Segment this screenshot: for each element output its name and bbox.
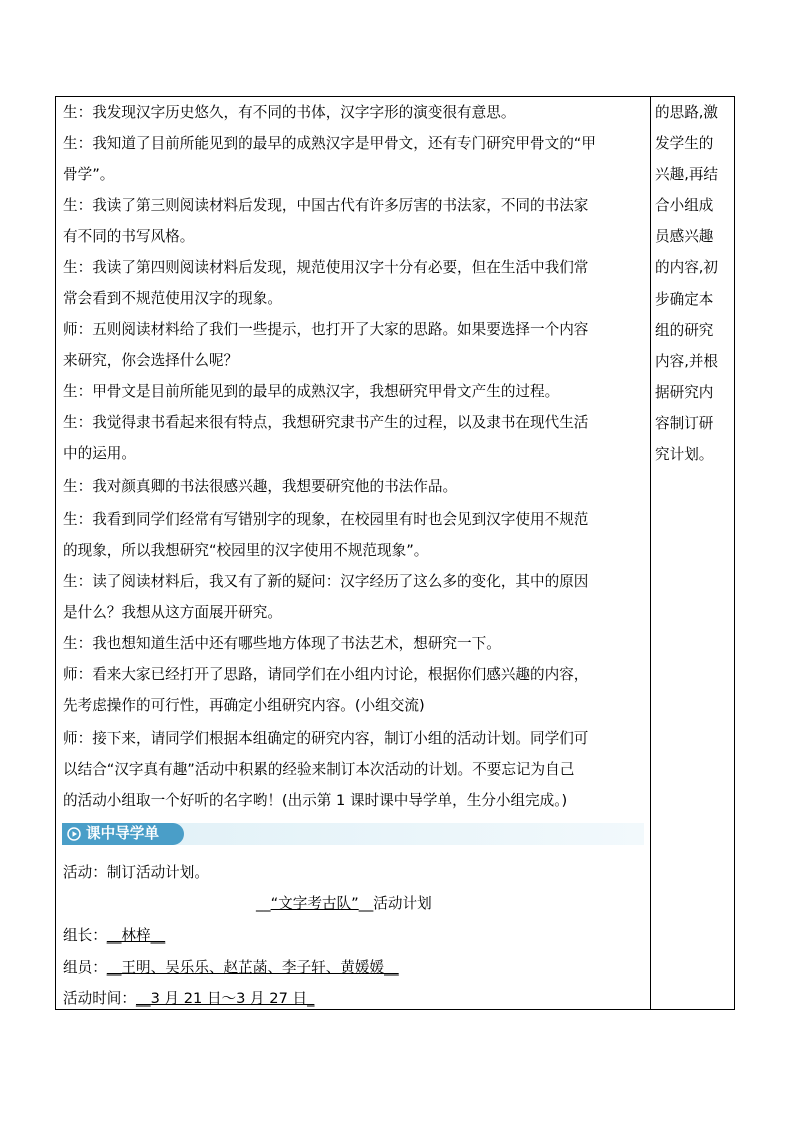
members-value: __王明、吴乐乐、赵芷菡、李子轩、黄媛媛__ (106, 959, 399, 976)
dialogue-line: 来研究，你会选择什么呢？ (63, 352, 239, 369)
side-line: 容制订研 (655, 414, 714, 432)
dialogue-line: 的现象，所以我想研究“校园里的汉字使用不规范现象”。 (63, 542, 429, 559)
leader-line (63, 920, 643, 951)
plan-team-name: “文字考古队” (270, 895, 359, 912)
side-line: 的思路,激 (655, 104, 719, 121)
dialogue-line: 有不同的书写风格。 (63, 228, 195, 245)
banner-title: 课中导学单 (86, 825, 159, 842)
side-line: 据研究内 (655, 383, 714, 401)
side-line: 兴趣,再结 (655, 166, 719, 184)
side-line: 组的研究 (655, 321, 714, 339)
plan-title-prefix: __ (256, 895, 271, 912)
play-circle-icon (67, 827, 81, 841)
dialogue-line: 骨学”。 (63, 166, 115, 183)
time-value: __3 月 21 日～3 月 27 日_ (135, 990, 315, 1007)
activity-line: 活动：制订活动计划。 (63, 864, 209, 881)
dialogue-line: 师：接下来，请同学们根据本组确定的研究内容，制订小组的活动计划。同学们可 (63, 730, 589, 747)
time-label: 活动时间： (63, 990, 136, 1007)
dialogue-line: 生：我知道了目前所能见到的最早的成熟汉字是甲骨文，还有专门研究甲骨文的“甲 (63, 135, 596, 152)
dialogue-line: 是什么？我想从这方面展开研究。 (63, 604, 282, 621)
dialogue-line: 生：我对颜真卿的书法很感兴趣，我想要研究他的书法作品。 (63, 478, 458, 495)
dialogue-line: 生：甲骨文是目前所能见到的最早的成熟汉字，我想研究甲骨文产生的过程。 (63, 383, 560, 400)
lesson-table (55, 96, 735, 1010)
side-line: 内容,并根 (655, 352, 719, 370)
dialogue-line: 先考虑操作的可行性，再确定小组研究内容。(小组交流) (63, 697, 425, 714)
side-line: 的内容,初 (655, 259, 719, 277)
dialogue-line: 生：我读了第四则阅读材料后发现，规范使用汉字十分有必要，但在生活中我们常 (63, 259, 589, 276)
banner-tab (62, 823, 184, 845)
dialogue-line: 以结合“汉字真有趣”活动中积累的经验来制订本次活动的计划。不要忘记为自己 (63, 761, 575, 778)
dialogue-line: 的活动小组取一个好听的名字哟！(出示第 1 课时课中导学单，生分小组完成。) (63, 792, 568, 809)
dialogue-line: 生：我觉得隶书看起来很有特点，我想研究隶书产生的过程，以及隶书在现代生活 (63, 414, 589, 431)
dialogue-line: 生：我看到同学们经常有写错别字的现象，在校园里有时也会见到汉字使用不规范 (63, 511, 589, 528)
dialogue-line: 中的运用。 (63, 445, 136, 462)
leader-label: 组长： (63, 927, 107, 944)
dialogue-line: 生：读了阅读材料后，我又有了新的疑问：汉字经历了这么多的变化，其中的原因 (63, 573, 589, 590)
main-column (56, 97, 651, 1009)
design-intent-column (651, 97, 734, 1009)
design-intent-text (655, 97, 731, 470)
side-line: 发学生的 (655, 135, 714, 153)
side-line: 究计划。 (655, 446, 714, 464)
time-line (63, 983, 643, 1014)
dialogue-line: 师：五则阅读材料给了我们一些提示，也打开了大家的思路。如果要选择一个内容 (63, 321, 589, 338)
side-line: 员感兴趣 (655, 228, 714, 246)
plan-title-suffix: __活动计划 (358, 895, 432, 912)
dialogue-line: 生：我也想知道生活中还有哪些地方体现了书法艺术，想研究一下。 (63, 635, 501, 652)
dialogue-line: 师：看来大家已经打开了思路，请同学们在小组内讨论，根据你们感兴趣的内容， (63, 666, 589, 683)
side-line: 合小组成 (655, 197, 714, 215)
dialogue-line: 常会看到不规范使用汉字的现象。 (63, 290, 282, 307)
leader-value: __林梓__ (106, 927, 166, 944)
members-label: 组员： (63, 959, 107, 976)
dialogue-line: 生：我读了第三则阅读材料后发现，中国古代有许多厉害的书法家，不同的书法家 (63, 197, 589, 214)
guide-sheet-banner (62, 823, 644, 845)
side-line: 步确定本 (655, 290, 714, 308)
dialogue-line: 生：我发现汉字历史悠久，有不同的书体，汉字字形的演变很有意思。 (63, 104, 516, 121)
members-line (63, 952, 643, 983)
plan-title (256, 888, 556, 919)
